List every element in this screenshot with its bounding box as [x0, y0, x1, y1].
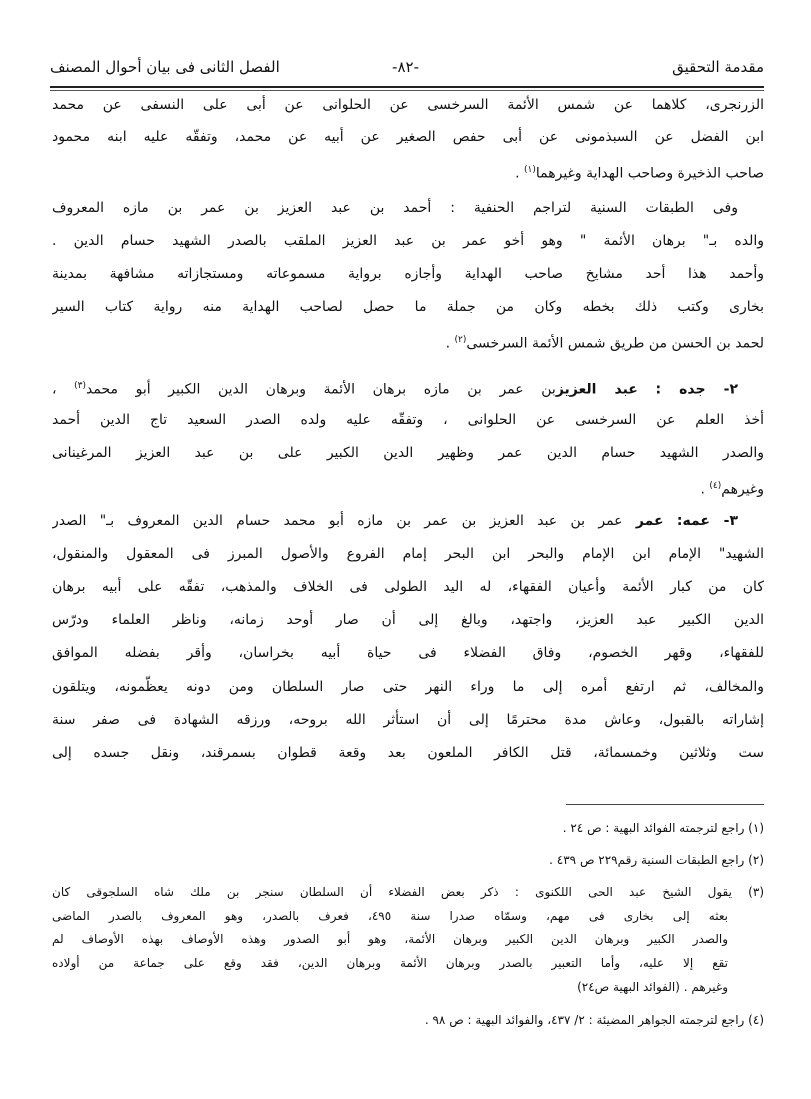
section-label: ٢- جده :	[655, 381, 739, 398]
body-line: ست وثلاثين وخمسمائة، قتل الكافر الملعون بعد وقعة قطوان بسمرقند، ونقل جسده إلى	[52, 745, 764, 761]
footnote-ref: (١)	[523, 165, 536, 175]
footnote-separator	[566, 804, 764, 805]
header-rule	[50, 86, 764, 88]
footnote-continuation: تقع إلا عليه، وأما التعبير بالصدر وبرهان الأئمة وبرهان الدين، فقد وقع على جماعة من أولاده	[52, 956, 728, 970]
body-line: والده بـ" برهان الأئمة " وهو أخو عمر بن عبد العزيز الملقب بالصدر الشهيد حسام الدين .	[52, 233, 764, 249]
header-chapter-title: الفصل الثانى فى بيان أحوال المصنف	[50, 58, 280, 76]
body-line: للفقهاء، وقهر الخصوم، وفاق الفضلاء فى حياة أبيه بخراسان، وأقر بفضله الموافق	[52, 645, 764, 661]
body-line: وغيرهم$^{(٤)}$ .	[700, 481, 764, 498]
page-header	[50, 58, 764, 84]
footnote: (٣) يقول الشيخ عبد الحى اللكنوى : ذكر بعض الفضلاء أن السلطان سنجر بن ملك شاه السلجوقى كان	[52, 885, 764, 899]
body-line: وأحمد هذا أحد مشايخ صاحب الهداية وأجازه برواية مسموعاته ومستجازاته مشافهة بمدينة	[52, 266, 764, 282]
body-line: أخذ العلم عن السرخسى عن الحلوانى ، وتفقّه عليه ولده الصدر السعيد تاج الدين أحمد	[52, 412, 764, 428]
footnote-ref: (٢)	[454, 335, 467, 345]
person-name: عبد العزيز	[555, 381, 638, 398]
body-line: ابن الفضل عن السبذمونى عن أبى حفص الصغير عن أبيه عن محمد، وتفقّه عليه ابنه محمود	[52, 129, 764, 145]
footnote-ref: (٣)	[74, 381, 87, 391]
body-line: كان من كبار الأئمة وأعيان الفقهاء، له اليد الطولى فى الخلاف والمذهب، تفقّه على أبيه برهان	[52, 579, 764, 595]
person-name: عمر	[635, 513, 664, 529]
footnote-ref: (٤)	[709, 481, 722, 491]
footnote: (٢) راجع الطبقات السنية رقم٢٢٩ ص ٤٣٩ .	[549, 853, 764, 867]
footnote-continuation: والصدر الكبير وبرهان الدين الكبير وبرهان الأئمة، وهو أبو الصدور وهذه الأوصاف بهذه الأوصاف لم	[52, 932, 728, 946]
body-line: الزرنجرى، كلاهما عن شمس الأئمة السرخسى عن الحلوانى عن أبى على النسفى عن محمد	[52, 97, 764, 113]
section-label: ٣- عمه:	[676, 513, 739, 529]
footnote-continuation: بعثه إلى بخارى فى مهم، وسمّاه صدرا سنة ٤٩٥، فعرف بالصدر، وهو المعروف بالصدر الماضى	[52, 909, 728, 923]
body-line: الشهيد" الإمام ابن الإمام والبحر ابن البحر إمام الفروع والأصول المبرز فى المعقول والمنقول،	[52, 546, 764, 562]
body-line: الدين الكبير عبد العزيز، واجتهد، وبالغ إلى أن صار أوحد زمانه، وناظر العلماء ودرّس	[52, 612, 764, 628]
body-line: بخارى وكتب ذلك بخطه وكان من جملة ما حصل لصاحب الهداية منه رواية كتاب السير	[52, 299, 764, 315]
footnote: (١) راجع لترجمته الفوائد البهية : ص ٢٤ .	[562, 821, 764, 835]
body-line: إشاراته بالقبول، وعاش مدة محترمًا إلى أن استأثر الله بروحه، ورزقه الشهادة فى صفر سنة	[52, 712, 764, 728]
body-line: صاحب الذخيرة وصاحب الهداية وغيرهما$^{(١)}$ .	[515, 165, 764, 182]
header-rule-thin	[50, 90, 764, 91]
header-book-section: مقدمة التحقيق	[672, 58, 764, 76]
body-line: ٣- عمه: عمر عمر بن عبد العزيز بن عمر بن مازه أبو محمد حسام الدين المعروف بـ" الصدر	[52, 513, 739, 529]
body-line: والمخالف، ثم ارتفع أمره إلى ما وراء النهر حتى صار السلطان ومن دونه يعظّمونه، ويتلقون	[52, 679, 764, 695]
footnote: (٤) راجع لترجمته الجواهر المضيئة : ٢/ ٤٣٧، والفوائد البهية : ص ٩٨ .	[424, 1013, 764, 1027]
body-line: لحمد بن الحسن من طريق شمس الأئمة السرخسى$^{(٢)}$ .	[445, 335, 764, 352]
body-line: والصدر الشهيد حسام الدين عمر وظهير الدين الكبير على بن عبد العزيز المرغينانى	[52, 445, 764, 461]
page-number: -٨٢-	[392, 58, 419, 76]
footnote-continuation: وغيرهم . (الفوائد البهية ص٢٤)	[577, 980, 728, 994]
body-line: ٢- جده : عبد العزيزبن عمر بن مازه برهان الأئمة وبرهان الدين الكبير أبو محمد$^{(٣)}$ ،	[52, 381, 739, 398]
body-line: وفى الطبقات السنية لتراجم الحنفية : أحمد بن عبد العزيز بن عمر بن مازه المعروف	[52, 200, 738, 216]
